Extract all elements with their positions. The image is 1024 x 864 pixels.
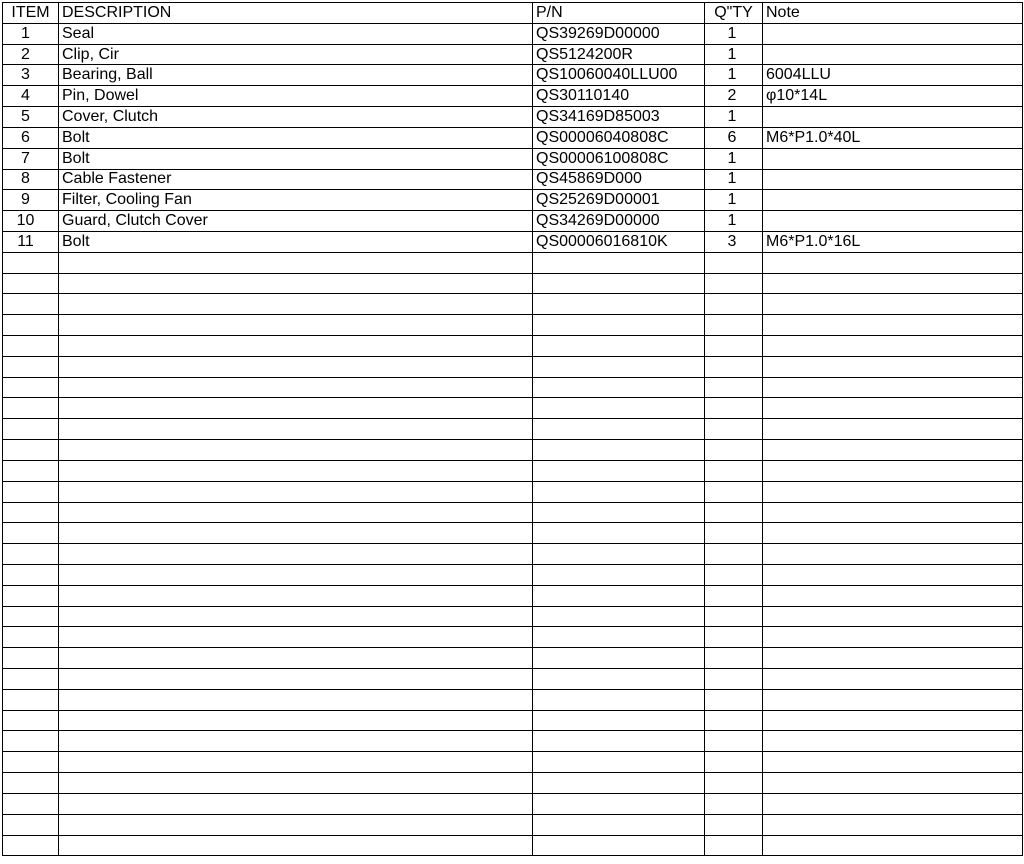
cell-description <box>59 294 533 315</box>
empty-table-row <box>3 544 1023 565</box>
cell-quantity <box>705 814 763 835</box>
cell-note <box>763 211 1023 232</box>
empty-table-row <box>3 585 1023 606</box>
cell-description: Seal <box>59 23 533 44</box>
empty-table-row <box>3 627 1023 648</box>
cell-part-number <box>533 627 705 648</box>
cell-note <box>763 419 1023 440</box>
cell-part-number <box>533 440 705 461</box>
cell-description <box>59 585 533 606</box>
column-header-note: Note <box>763 3 1023 24</box>
cell-description <box>59 398 533 419</box>
cell-item <box>3 502 59 523</box>
cell-description: Bolt <box>59 127 533 148</box>
cell-quantity <box>705 356 763 377</box>
cell-item <box>3 440 59 461</box>
cell-quantity <box>705 315 763 336</box>
column-header-description: DESCRIPTION <box>59 3 533 24</box>
cell-quantity <box>705 689 763 710</box>
cell-note <box>763 460 1023 481</box>
cell-note <box>763 710 1023 731</box>
cell-item: 6 <box>3 127 59 148</box>
cell-description: Guard, Clutch Cover <box>59 211 533 232</box>
cell-item <box>3 523 59 544</box>
cell-part-number: QS00006016810K <box>533 231 705 252</box>
cell-part-number: QS45869D000 <box>533 169 705 190</box>
cell-part-number <box>533 752 705 773</box>
cell-description <box>59 814 533 835</box>
cell-quantity <box>705 523 763 544</box>
cell-part-number <box>533 606 705 627</box>
cell-part-number <box>533 252 705 273</box>
column-header-part-number: P/N <box>533 3 705 24</box>
cell-note <box>763 648 1023 669</box>
cell-description <box>59 669 533 690</box>
cell-note <box>763 502 1023 523</box>
cell-description <box>59 793 533 814</box>
cell-item: 1 <box>3 23 59 44</box>
cell-item: 2 <box>3 44 59 65</box>
parts-list-table <box>2 2 1023 856</box>
cell-quantity: 1 <box>705 65 763 86</box>
cell-note: M6*P1.0*40L <box>763 127 1023 148</box>
cell-note <box>763 356 1023 377</box>
cell-part-number: QS10060040LLU00 <box>533 65 705 86</box>
cell-part-number <box>533 377 705 398</box>
cell-note <box>763 835 1023 856</box>
cell-description <box>59 377 533 398</box>
empty-table-row <box>3 419 1023 440</box>
empty-table-row <box>3 523 1023 544</box>
table-row <box>3 211 1023 232</box>
cell-description <box>59 315 533 336</box>
cell-quantity <box>705 502 763 523</box>
cell-note <box>763 814 1023 835</box>
cell-note <box>763 336 1023 357</box>
cell-quantity <box>705 606 763 627</box>
cell-item <box>3 544 59 565</box>
cell-note <box>763 793 1023 814</box>
empty-table-row <box>3 752 1023 773</box>
cell-part-number <box>533 669 705 690</box>
cell-description <box>59 356 533 377</box>
cell-note <box>763 398 1023 419</box>
cell-description: Bolt <box>59 231 533 252</box>
cell-part-number <box>533 294 705 315</box>
cell-quantity: 3 <box>705 231 763 252</box>
cell-quantity: 1 <box>705 148 763 169</box>
cell-quantity <box>705 793 763 814</box>
cell-description: Clip, Cir <box>59 44 533 65</box>
cell-part-number: QS39269D00000 <box>533 23 705 44</box>
cell-item: 4 <box>3 86 59 107</box>
cell-description <box>59 440 533 461</box>
cell-note <box>763 481 1023 502</box>
cell-item: 8 <box>3 169 59 190</box>
cell-part-number <box>533 689 705 710</box>
cell-part-number <box>533 273 705 294</box>
cell-item <box>3 648 59 669</box>
cell-note <box>763 377 1023 398</box>
cell-part-number: QS00006100808C <box>533 148 705 169</box>
cell-note <box>763 523 1023 544</box>
empty-table-row <box>3 564 1023 585</box>
cell-item <box>3 752 59 773</box>
cell-quantity <box>705 294 763 315</box>
cell-description <box>59 689 533 710</box>
cell-description <box>59 252 533 273</box>
cell-item <box>3 835 59 856</box>
cell-item <box>3 315 59 336</box>
table-row <box>3 231 1023 252</box>
cell-note <box>763 585 1023 606</box>
cell-note: φ10*14L <box>763 86 1023 107</box>
table-row <box>3 169 1023 190</box>
cell-item <box>3 710 59 731</box>
column-header-item: ITEM <box>3 3 59 24</box>
cell-quantity <box>705 460 763 481</box>
empty-table-row <box>3 252 1023 273</box>
cell-description <box>59 606 533 627</box>
empty-table-row <box>3 356 1023 377</box>
empty-table-row <box>3 481 1023 502</box>
cell-item <box>3 460 59 481</box>
cell-item: 5 <box>3 107 59 128</box>
cell-description <box>59 502 533 523</box>
cell-part-number <box>533 564 705 585</box>
cell-description <box>59 481 533 502</box>
cell-part-number <box>533 523 705 544</box>
cell-part-number: QS34269D00000 <box>533 211 705 232</box>
cell-description <box>59 564 533 585</box>
empty-table-row <box>3 835 1023 856</box>
cell-description <box>59 752 533 773</box>
cell-description <box>59 523 533 544</box>
cell-part-number <box>533 315 705 336</box>
cell-quantity <box>705 252 763 273</box>
table-row <box>3 44 1023 65</box>
cell-note <box>763 273 1023 294</box>
cell-description <box>59 273 533 294</box>
empty-table-row <box>3 315 1023 336</box>
cell-note <box>763 731 1023 752</box>
cell-part-number <box>533 793 705 814</box>
cell-part-number <box>533 731 705 752</box>
cell-description <box>59 544 533 565</box>
cell-description <box>59 710 533 731</box>
cell-note <box>763 23 1023 44</box>
cell-part-number: QS00006040808C <box>533 127 705 148</box>
cell-quantity <box>705 710 763 731</box>
cell-quantity: 1 <box>705 169 763 190</box>
cell-description: Bearing, Ball <box>59 65 533 86</box>
cell-part-number <box>533 419 705 440</box>
cell-quantity <box>705 440 763 461</box>
cell-part-number: QS30110140 <box>533 86 705 107</box>
cell-item <box>3 793 59 814</box>
column-header-quantity: Q"TY <box>705 3 763 24</box>
cell-quantity: 1 <box>705 44 763 65</box>
cell-note <box>763 252 1023 273</box>
cell-part-number <box>533 481 705 502</box>
cell-description: Bolt <box>59 148 533 169</box>
cell-note: 6004LLU <box>763 65 1023 86</box>
cell-quantity <box>705 835 763 856</box>
cell-description <box>59 648 533 669</box>
cell-item <box>3 481 59 502</box>
cell-item <box>3 273 59 294</box>
cell-note <box>763 773 1023 794</box>
cell-item <box>3 336 59 357</box>
empty-table-row <box>3 814 1023 835</box>
cell-description <box>59 773 533 794</box>
cell-note <box>763 440 1023 461</box>
cell-item <box>3 606 59 627</box>
empty-table-row <box>3 606 1023 627</box>
table-row <box>3 190 1023 211</box>
empty-table-row <box>3 773 1023 794</box>
cell-part-number <box>533 814 705 835</box>
cell-item <box>3 294 59 315</box>
cell-note <box>763 544 1023 565</box>
cell-item <box>3 564 59 585</box>
cell-part-number <box>533 398 705 419</box>
cell-part-number: QS25269D00001 <box>533 190 705 211</box>
cell-item <box>3 252 59 273</box>
cell-item <box>3 356 59 377</box>
cell-note: M6*P1.0*16L <box>763 231 1023 252</box>
cell-item: 10 <box>3 211 59 232</box>
empty-table-row <box>3 377 1023 398</box>
cell-part-number <box>533 773 705 794</box>
cell-quantity <box>705 544 763 565</box>
cell-description <box>59 419 533 440</box>
cell-note <box>763 315 1023 336</box>
cell-note <box>763 190 1023 211</box>
cell-item <box>3 419 59 440</box>
empty-table-row <box>3 440 1023 461</box>
cell-quantity <box>705 773 763 794</box>
cell-quantity <box>705 336 763 357</box>
cell-quantity <box>705 419 763 440</box>
cell-item <box>3 731 59 752</box>
cell-quantity: 6 <box>705 127 763 148</box>
cell-quantity: 1 <box>705 107 763 128</box>
parts-list-body <box>3 23 1023 856</box>
cell-note <box>763 689 1023 710</box>
cell-description: Pin, Dowel <box>59 86 533 107</box>
cell-quantity <box>705 377 763 398</box>
cell-item: 9 <box>3 190 59 211</box>
empty-table-row <box>3 460 1023 481</box>
cell-item <box>3 398 59 419</box>
cell-description: Cable Fastener <box>59 169 533 190</box>
cell-item <box>3 814 59 835</box>
empty-table-row <box>3 502 1023 523</box>
cell-item <box>3 585 59 606</box>
empty-table-row <box>3 398 1023 419</box>
table-row <box>3 23 1023 44</box>
cell-item: 3 <box>3 65 59 86</box>
cell-item: 11 <box>3 231 59 252</box>
cell-item <box>3 773 59 794</box>
cell-part-number: QS5124200R <box>533 44 705 65</box>
cell-quantity <box>705 585 763 606</box>
cell-part-number <box>533 336 705 357</box>
cell-part-number <box>533 502 705 523</box>
table-row <box>3 86 1023 107</box>
empty-table-row <box>3 793 1023 814</box>
cell-description: Filter, Cooling Fan <box>59 190 533 211</box>
empty-table-row <box>3 648 1023 669</box>
table-row <box>3 65 1023 86</box>
cell-quantity: 1 <box>705 211 763 232</box>
cell-note <box>763 294 1023 315</box>
cell-description <box>59 460 533 481</box>
cell-part-number <box>533 585 705 606</box>
empty-table-row <box>3 336 1023 357</box>
cell-description <box>59 627 533 648</box>
cell-quantity <box>705 627 763 648</box>
cell-part-number: QS34169D85003 <box>533 107 705 128</box>
cell-note <box>763 564 1023 585</box>
cell-description <box>59 835 533 856</box>
cell-quantity <box>705 648 763 669</box>
cell-part-number <box>533 544 705 565</box>
empty-table-row <box>3 689 1023 710</box>
cell-quantity <box>705 669 763 690</box>
cell-part-number <box>533 710 705 731</box>
cell-item <box>3 669 59 690</box>
cell-note <box>763 107 1023 128</box>
cell-description <box>59 336 533 357</box>
cell-quantity <box>705 273 763 294</box>
table-row <box>3 107 1023 128</box>
cell-part-number <box>533 356 705 377</box>
cell-quantity <box>705 752 763 773</box>
cell-note <box>763 669 1023 690</box>
cell-item <box>3 689 59 710</box>
cell-item: 7 <box>3 148 59 169</box>
header-row <box>3 3 1023 24</box>
cell-quantity: 1 <box>705 23 763 44</box>
empty-table-row <box>3 669 1023 690</box>
cell-note <box>763 627 1023 648</box>
cell-item <box>3 627 59 648</box>
empty-table-row <box>3 273 1023 294</box>
cell-description: Cover, Clutch <box>59 107 533 128</box>
cell-note <box>763 752 1023 773</box>
table-row <box>3 127 1023 148</box>
cell-quantity <box>705 564 763 585</box>
cell-quantity <box>705 731 763 752</box>
cell-part-number <box>533 835 705 856</box>
cell-quantity <box>705 398 763 419</box>
cell-item <box>3 377 59 398</box>
cell-part-number <box>533 460 705 481</box>
cell-quantity: 2 <box>705 86 763 107</box>
cell-description <box>59 731 533 752</box>
cell-quantity: 1 <box>705 190 763 211</box>
empty-table-row <box>3 294 1023 315</box>
cell-part-number <box>533 648 705 669</box>
empty-table-row <box>3 731 1023 752</box>
cell-note <box>763 606 1023 627</box>
table-row <box>3 148 1023 169</box>
cell-quantity <box>705 481 763 502</box>
cell-note <box>763 148 1023 169</box>
empty-table-row <box>3 710 1023 731</box>
cell-note <box>763 44 1023 65</box>
cell-note <box>763 169 1023 190</box>
